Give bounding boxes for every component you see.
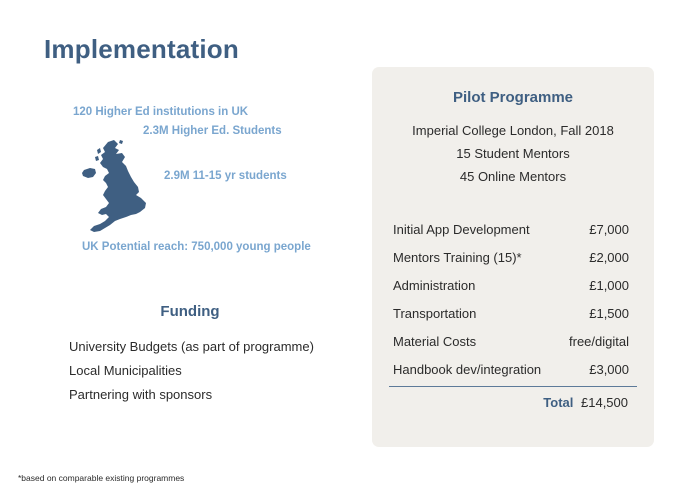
pilot-student-mentors: 15 Student Mentors bbox=[456, 146, 570, 161]
funding-item: Local Municipalities bbox=[69, 363, 182, 378]
total-label: Total bbox=[543, 395, 574, 410]
cost-item: Mentors Training (15)* bbox=[393, 250, 522, 265]
pilot-programme-panel bbox=[372, 67, 654, 447]
cost-row bbox=[393, 329, 629, 357]
northern-ireland-shape bbox=[82, 168, 96, 178]
cost-table bbox=[393, 217, 629, 385]
cost-row bbox=[393, 357, 629, 385]
stat-higher-ed-students: 2.3M Higher Ed. Students bbox=[143, 125, 282, 137]
cost-item: Administration bbox=[393, 278, 476, 293]
cost-amount: £7,000 bbox=[589, 222, 629, 237]
page-title: Implementation bbox=[44, 34, 239, 64]
cost-row bbox=[393, 245, 629, 273]
cost-amount: £1,500 bbox=[589, 306, 629, 321]
cost-item: Material Costs bbox=[393, 334, 477, 349]
cost-amount: £1,000 bbox=[589, 278, 629, 293]
funding-title: Funding bbox=[160, 303, 220, 320]
uk-map-icon bbox=[78, 140, 150, 234]
cost-item: Initial App Development bbox=[393, 222, 530, 237]
stat-institutions: 120 Higher Ed institutions in UK bbox=[73, 106, 249, 118]
pilot-online-mentors: 45 Online Mentors bbox=[459, 169, 567, 184]
cost-row bbox=[393, 217, 629, 245]
cost-row bbox=[393, 273, 629, 301]
cost-item: Handbook dev/integration bbox=[393, 362, 542, 377]
footnote: *based on comparable existing programmes bbox=[18, 473, 185, 483]
total-value: £14,500 bbox=[581, 395, 628, 410]
great-britain-shape bbox=[90, 140, 146, 232]
cost-item: Transportation bbox=[393, 306, 477, 321]
funding-item: Partnering with sponsors bbox=[69, 387, 213, 402]
cost-amount: £2,000 bbox=[589, 250, 629, 265]
stat-potential-reach: UK Potential reach: 750,000 young people bbox=[82, 241, 311, 253]
cost-row bbox=[393, 301, 629, 329]
total-divider bbox=[389, 386, 637, 387]
pilot-location: Imperial College London, Fall 2018 bbox=[412, 123, 614, 138]
cost-amount: free/digital bbox=[569, 334, 629, 349]
pilot-title: Pilot Programme bbox=[452, 89, 574, 106]
total-row bbox=[543, 395, 628, 410]
stat-youth-students: 2.9M 11-15 yr students bbox=[164, 170, 287, 182]
funding-item: University Budgets (as part of programme) bbox=[69, 339, 314, 354]
funding-list bbox=[69, 338, 314, 410]
cost-amount: £3,000 bbox=[589, 362, 629, 377]
